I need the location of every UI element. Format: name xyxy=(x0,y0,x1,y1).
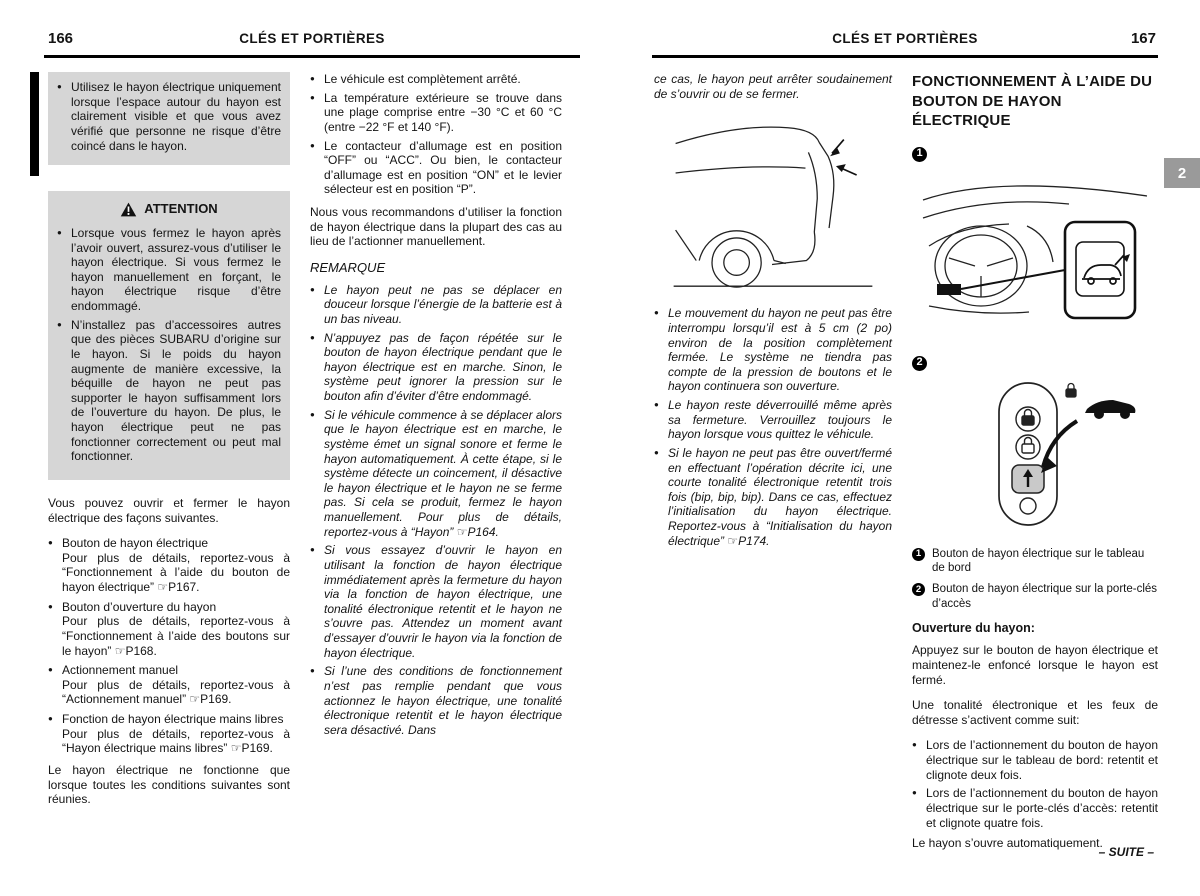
remark-text: Le mouvement du hayon ne peut pas être interrompu lorsqu’il est à 5 cm (2 po) environ de la position complètement fermée. Le système ne tiendra pas compte de la pression de boutons et le hayon continuera son ouverture. xyxy=(668,306,892,394)
remark-item xyxy=(310,331,562,404)
page-166 xyxy=(44,30,580,807)
method-detail: Pour plus de détails, reportez-vous à “Fonctionnement à l’aide du bouton de hayon électrique” ☞P167. xyxy=(62,550,290,595)
legend-text: Bouton de hayon électrique sur le tableau de bord xyxy=(932,547,1145,574)
warning-icon xyxy=(120,202,137,217)
attention-item xyxy=(57,226,281,314)
column-167-1 xyxy=(654,72,892,552)
method-title: ● Bouton de hayon électrique xyxy=(62,536,209,551)
legend-item xyxy=(912,582,1158,611)
dashboard-button-illustration xyxy=(919,166,1151,344)
remark-item xyxy=(310,664,562,737)
header-rule-right xyxy=(652,55,1158,58)
page-number-left: 166 xyxy=(48,30,74,47)
marker-1-icon: 1 xyxy=(912,147,927,162)
method-title: ● Fonction de hayon électrique mains libres xyxy=(62,712,284,727)
remark-item xyxy=(654,306,892,394)
tone-text: Lors de l’actionnement du bouton de hayon électrique sur le porte-clés d’accès: retentit et clignote quatre fois. xyxy=(926,786,1158,830)
continued-footer: – SUITE – xyxy=(1098,845,1154,859)
caution-note-box xyxy=(48,72,290,165)
tone-item xyxy=(912,738,1158,782)
method-item xyxy=(48,712,290,756)
page-title-right: CLÉS ET PORTIÈRES xyxy=(832,31,978,46)
open-end-text: Le hayon s’ouvre automatiquement. xyxy=(912,836,1103,851)
page-header-right xyxy=(652,30,1158,52)
continuation-paragraph: ce cas, le hayon peut arrêter soudainement de s’ouvrir ou de se fermer. xyxy=(654,72,892,101)
remark-item xyxy=(310,408,562,540)
figure-legend xyxy=(912,547,1158,612)
attention-text: N’installez pas d’accessoires autres que des pièces SUBARU d’origine sur le hayon. Si le poids du hayon augmente de manière excessive, la béquille de hayon ne peut pas supporter le hayon suffisamment lors de l’ouverture du hayon. De plus, le hayon électrique peut ne pas fonctionner correctement ou peut mal fonctionner. xyxy=(71,317,281,464)
open-tailgate-text: Appuyez sur le bouton de hayon électrique et maintenez-le enfoncé lorsque le hayon est fermé. xyxy=(912,643,1158,687)
condition-item xyxy=(310,91,562,135)
method-title: ● Bouton d’ouverture du hayon xyxy=(62,599,217,614)
car-rear-gap-illustration xyxy=(669,112,877,294)
remark-text: Le hayon peut ne pas se déplacer en douceur lorsque l’énergie de la batterie est à un bas niveau. xyxy=(324,282,562,326)
method-detail: Pour plus de détails, reportez-vous à “Fonctionnement à l’aide des boutons sur le hayon” ☞P168. xyxy=(62,614,290,658)
remark-item xyxy=(654,446,892,548)
page-number-right: 167 xyxy=(1130,30,1156,47)
note-item xyxy=(57,80,281,153)
key-fob-illustration xyxy=(919,375,1151,533)
method-detail: Pour plus de détails, reportez-vous à “Hayon électrique mains libres” ☞P169. xyxy=(62,726,290,756)
column-166-2 xyxy=(310,72,562,741)
remark-text: N’appuyez pas de façon répétée sur le bouton de hayon électrique pendant que le hayon électrique est en marche. Sinon, le système peut ignorer la pression sur le bouton afin d’éviter d’être endommagé. xyxy=(324,330,562,404)
remark-text: Si le véhicule commence à se déplacer alors que le hayon électrique est en marche, le système émet un signal sonore et ferme le hayon automatiquement. À cette étape, si le système détecte un coincement, il désactive le hayon électrique et le hayon ne se ferme pas. Si cela se produit, fermez le hayon manuellement. Pour plus de détails, reportez-vous à “Hayon” ☞P164. xyxy=(324,407,562,539)
car-silhouette-icon xyxy=(1085,400,1135,419)
condition-text: La température extérieure se trouve dans une plage comprise entre −30 °C et 60 °C (entre −22 °F et 140 °F). xyxy=(324,90,562,134)
header-rule-left xyxy=(44,55,580,58)
attention-item xyxy=(57,318,281,464)
legend-item xyxy=(912,547,1158,576)
remark-text: Si vous essayez d’ouvrir le hayon en utilisant la fonction de hayon électrique immédiatement après la fermeture du hayon via la fonction de hayon électrique, une tonalité électronique retentit et le hayon ne s’ouvre pas. Attendez un moment avant d’essayer d’ouvrir le hayon via la fonction de hayon électrique. xyxy=(324,543,562,660)
legend-badge-1: 1 xyxy=(912,548,925,561)
column-166-1 xyxy=(48,72,290,818)
method-item xyxy=(48,536,290,595)
page-header-left xyxy=(44,30,580,52)
page-title-left: CLÉS ET PORTIÈRES xyxy=(239,31,385,46)
remark-item xyxy=(310,283,562,327)
revision-bar xyxy=(30,72,39,176)
section-heading: FONCTIONNEMENT À L’AIDE DU BOUTON DE HAYON ÉLECTRIQUE xyxy=(912,73,1153,129)
tone-text: Lors de l’actionnement du bouton de hayon électrique sur le tableau de bord: retentit et clignote deux fois. xyxy=(926,738,1158,782)
attention-title: ATTENTION xyxy=(144,201,218,217)
remark-text: Si le hayon ne peut pas être ouvert/fermé en effectuant l’opération décrite ici, une courte tonalité électronique retentit trois fois (bip, bip, bip). Dans ce cas, effectuez l’initialisation du hayon électrique. Reportez-vous à “Initialisation du hayon électrique” ☞P174. xyxy=(668,445,892,548)
legend-text: Bouton de hayon électrique sur la porte-clés d’accès xyxy=(932,583,1158,610)
remark-item xyxy=(654,398,892,442)
remark-text: Si l’une des conditions de fonctionnement n’est pas remplie pendant que vous actionnez le hayon électrique, une tonalité électronique retentit et le hayon électrique sera désactivé. Dans xyxy=(324,664,562,737)
remark-text: Le hayon reste déverrouillé même après sa fermeture. Verrouillez toujours le hayon lorsque vous quittez le véhicule. xyxy=(668,398,892,442)
condition-text: Le contacteur d’allumage est en position “OFF” ou “ACC”. Ou bien, le contacteur d’allumage est en position “ON” et le levier sélecteur est en position “P”. xyxy=(324,138,562,197)
tone-item xyxy=(912,786,1158,830)
outro-paragraph: Le hayon électrique ne fonctionne que lorsque toutes les conditions suivantes sont réunies. xyxy=(48,762,290,807)
figure-key-fob-frame xyxy=(912,375,1158,533)
figure-car-rear-frame xyxy=(654,112,892,294)
chapter-tab: 2 xyxy=(1164,158,1200,188)
condition-item xyxy=(310,139,562,198)
page-167 xyxy=(652,30,1158,851)
method-item xyxy=(48,663,290,707)
legend-badge-2: 2 xyxy=(912,583,925,596)
condition-item xyxy=(310,72,562,87)
column-167-2 xyxy=(912,72,1158,862)
attention-header xyxy=(57,201,281,217)
intro-paragraph: Vous pouvez ouvrir et fermer le hayon électrique des façons suivantes. xyxy=(48,495,290,525)
tone-intro-text: Une tonalité électronique et les feux de détresse s’activent comme suit: xyxy=(912,698,1158,727)
recommend-paragraph: Nous vous recommandons d’utiliser la fonction de hayon électrique dans la plupart des cas au lieu de l’actionner manuellement. xyxy=(310,205,562,249)
figure-dashboard-frame xyxy=(912,166,1158,344)
condition-text: Le véhicule est complètement arrêté. xyxy=(324,72,521,86)
attention-text: Lorsque vous fermez le hayon après l’avoir ouvert, assurez-vous d’utiliser le hayon électrique. Si vous fermez le hayon manuellement en forçant, le hayon électrique risque d’être endommagé. xyxy=(71,225,281,314)
marker-2-icon: 2 xyxy=(912,356,927,371)
open-tailgate-heading: Ouverture du hayon: xyxy=(912,621,1035,635)
method-detail: Pour plus de détails, reportez-vous à “Actionnement manuel” ☞P169. xyxy=(62,677,290,707)
remark-heading: REMARQUE xyxy=(310,259,386,275)
attention-box xyxy=(48,191,290,480)
remark-item xyxy=(310,543,562,660)
note-text: Utilisez le hayon électrique uniquement lorsque l’espace autour du hayon est clairement visible et que vous avez vérifié que personne ne risque d’être coincé dans le hayon. xyxy=(71,80,281,153)
method-item xyxy=(48,600,290,659)
method-title: ● Actionnement manuel xyxy=(62,663,179,678)
